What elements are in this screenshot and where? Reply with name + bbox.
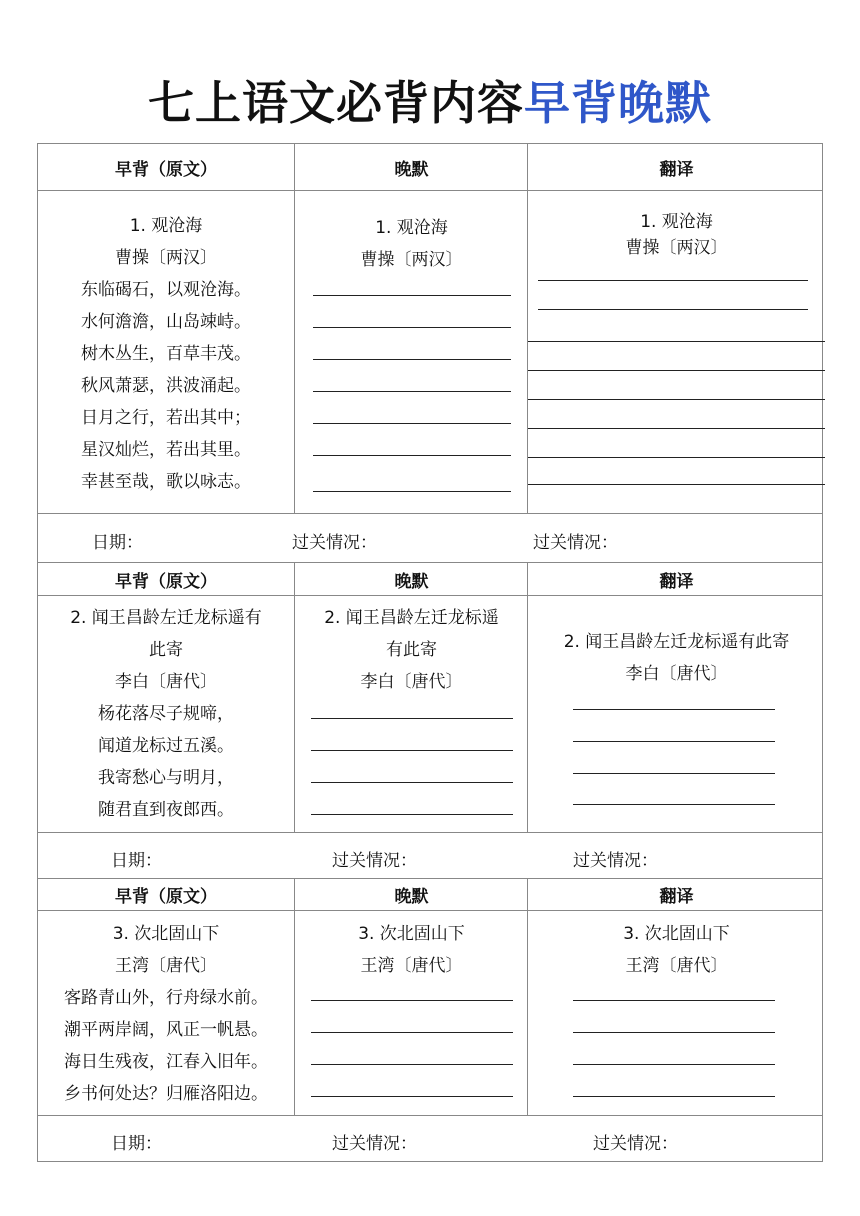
writing-line[interactable] [573, 1064, 775, 1065]
poem-3-dictation-title: 3. 次北固山下 [358, 924, 465, 944]
writing-line[interactable] [573, 709, 775, 710]
header-row-1 [37, 144, 823, 191]
poem-3-translation [527, 911, 825, 1115]
writing-line[interactable] [313, 295, 511, 296]
writing-line[interactable] [311, 1032, 513, 1033]
pass-status-label: 过关情况： [533, 533, 618, 553]
poem-2-title: 此寄 [149, 640, 183, 660]
writing-line[interactable] [538, 280, 808, 281]
poem-line: 秋风萧瑟，洪波涌起。 [81, 376, 251, 396]
poem-3-translation-title: 3. 次北固山下 [623, 924, 730, 944]
poem-line: 潮平两岸阔，风正一帆悬。 [64, 1020, 268, 1040]
writing-line[interactable] [573, 1000, 775, 1001]
poem-1-dictation-title: 1. 观沧海 [375, 218, 448, 238]
poem-line: 杨花落尽子规啼， [98, 704, 234, 724]
writing-line[interactable] [573, 1032, 775, 1033]
date-label: 日期： [111, 851, 162, 871]
writing-line[interactable] [538, 309, 808, 310]
poem-line: 水何澹澹，山岛竦峙。 [81, 312, 251, 332]
writing-line[interactable] [573, 773, 775, 774]
writing-line[interactable] [313, 455, 511, 456]
writing-line[interactable] [311, 814, 513, 815]
poem-2-dictation-title: 2. 闻王昌龄左迁龙标遥 [324, 608, 499, 628]
poem-2-dictation-author: 李白〔唐代〕 [360, 672, 463, 692]
poem-2-translation-title: 2. 闻王昌龄左迁龙标遥有此寄 [563, 632, 790, 652]
header-row-2 [37, 563, 823, 596]
content-row-3 [37, 911, 823, 1116]
poem-3-author: 王湾〔唐代〕 [115, 956, 217, 976]
writing-line[interactable] [311, 1000, 513, 1001]
poem-1-original [38, 191, 294, 513]
header-original: 早背（原文） [115, 571, 217, 592]
writing-line[interactable] [528, 428, 825, 429]
poem-line: 树木丛生，百草丰茂。 [81, 344, 251, 364]
writing-line[interactable] [573, 741, 775, 742]
writing-line[interactable] [573, 1096, 775, 1097]
writing-line[interactable] [528, 370, 825, 371]
writing-line[interactable] [313, 359, 511, 360]
date-label: 日期： [92, 533, 143, 553]
pass-status-label: 过关情况： [593, 1134, 678, 1154]
poem-1-author: 曹操〔两汉〕 [115, 248, 217, 268]
writing-line[interactable] [313, 423, 511, 424]
poem-line: 日月之行，若出其中； [81, 408, 251, 428]
footer-row-3 [37, 1116, 823, 1162]
date-label: 日期： [111, 1134, 162, 1154]
header-dictation: 晚默 [294, 879, 528, 910]
footer-row-2 [37, 833, 823, 879]
poem-2-title: 2. 闻王昌龄左迁龙标遥有 [70, 608, 262, 628]
page-title [0, 74, 860, 132]
poem-1-translation [527, 191, 825, 513]
poem-2-translation [527, 596, 825, 832]
header-dictation: 晚默 [294, 144, 528, 190]
poem-1-title: 1. 观沧海 [129, 216, 203, 236]
poem-3-translation-author: 王湾〔唐代〕 [625, 956, 728, 976]
writing-line[interactable] [528, 399, 825, 400]
poem-line: 我寄愁心与明月， [98, 768, 234, 788]
writing-line[interactable] [313, 491, 511, 492]
poem-3-dictation [294, 911, 528, 1115]
title-accent-text: 早背晚默 [524, 76, 712, 130]
footer-row-1 [37, 514, 823, 563]
writing-line[interactable] [528, 484, 825, 485]
header-original: 早背（原文） [115, 887, 217, 907]
header-translation: 翻译 [527, 879, 825, 910]
pass-status-label: 过关情况： [292, 533, 377, 553]
poem-2-author: 李白〔唐代〕 [115, 672, 217, 692]
writing-line[interactable] [311, 718, 513, 719]
writing-line[interactable] [528, 341, 825, 342]
poem-line: 随君直到夜郎西。 [98, 800, 234, 820]
writing-line[interactable] [311, 750, 513, 751]
title-main-text: 七上语文必背内容 [148, 76, 524, 130]
poem-line: 星汉灿烂，若出其里。 [81, 440, 251, 460]
poem-1-translation-title: 1. 观沧海 [640, 212, 713, 232]
header-original: 早背（原文） [115, 159, 217, 180]
poem-2-translation-author: 李白〔唐代〕 [625, 664, 728, 684]
poem-line: 乡书何处达？归雁洛阳边。 [64, 1084, 268, 1104]
poem-1-dictation [294, 191, 528, 513]
poem-1-translation-author: 曹操〔两汉〕 [625, 238, 728, 258]
poem-line: 海日生残夜，江春入旧年。 [64, 1052, 268, 1072]
header-dictation: 晚默 [294, 563, 528, 595]
writing-line[interactable] [528, 457, 825, 458]
writing-line[interactable] [311, 782, 513, 783]
poem-line: 幸甚至哉，歌以咏志。 [81, 472, 251, 492]
writing-line[interactable] [313, 327, 511, 328]
header-translation: 翻译 [527, 563, 825, 595]
worksheet-table [37, 143, 823, 1162]
writing-line[interactable] [573, 804, 775, 805]
writing-line[interactable] [313, 391, 511, 392]
header-translation: 翻译 [527, 144, 825, 190]
poem-line: 闻道龙标过五溪。 [98, 736, 234, 756]
pass-status-label: 过关情况： [573, 851, 658, 871]
poem-3-title: 3. 次北固山下 [112, 924, 220, 944]
poem-2-dictation-title: 有此寄 [386, 640, 437, 660]
pass-status-label: 过关情况： [332, 851, 417, 871]
writing-line[interactable] [311, 1096, 513, 1097]
poem-line: 东临碣石，以观沧海。 [81, 280, 251, 300]
poem-2-dictation [294, 596, 528, 832]
poem-2-original [38, 596, 294, 832]
poem-3-dictation-author: 王湾〔唐代〕 [360, 956, 463, 976]
pass-status-label: 过关情况： [332, 1134, 417, 1154]
writing-line[interactable] [311, 1064, 513, 1065]
content-row-1 [37, 191, 823, 514]
content-row-2 [37, 596, 823, 833]
poem-line: 客路青山外，行舟绿水前。 [64, 988, 268, 1008]
header-row-3 [37, 879, 823, 911]
poem-1-dictation-author: 曹操〔两汉〕 [360, 250, 463, 270]
poem-3-original [38, 911, 294, 1115]
